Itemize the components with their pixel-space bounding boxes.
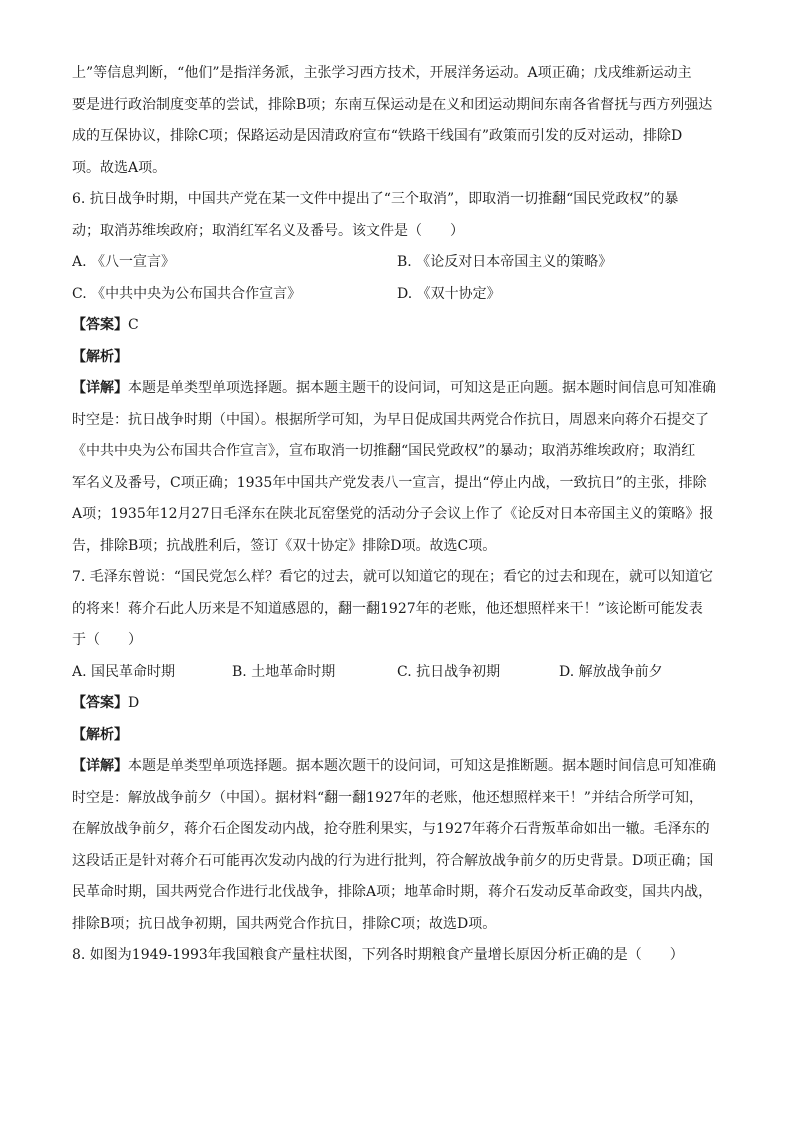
previous-explanation bbox=[72, 58, 722, 184]
answer-value: D bbox=[128, 695, 140, 711]
detail-line bbox=[72, 751, 722, 783]
detail-line: 排除B项；抗日战争初期，国共两党合作抗日，排除C项；故选D项。 bbox=[72, 915, 497, 932]
option-b: B. 《论反对日本帝国主义的策略》 bbox=[397, 254, 613, 270]
detail-line: 民革命时期，国共两党合作进行北伐战争，排除A项；地革命时期，蒋介石发动反革命政变，国共内战， bbox=[72, 884, 713, 900]
option-c: C. 《中共中央为公布国共合作宣言》 bbox=[72, 285, 302, 302]
options-row bbox=[72, 279, 722, 311]
options-row bbox=[72, 657, 722, 689]
question-stem-line: 的将来！蒋介石此人历来是不知道感恩的，翻一翻1927年的老账，他还想照样来干！”该论断可能发表 bbox=[72, 600, 703, 617]
option-b: B. 土地革命时期 bbox=[232, 663, 336, 680]
detail-line: 军名义及番号，C项正确；1935年中国共产党发表八一宣言，提出“停止内战，一致抗日”的主张，排除 bbox=[72, 474, 707, 491]
detail-line: 这段话正是针对蒋介石可能再次发动内战的行为进行批判，符合解放战争前夕的历史背景。D项正确；国 bbox=[72, 852, 714, 869]
text-line: 成的互保协议，排除C项；保路运动是因清政府宣布“铁路干线国有”政策而引发的反对运动，排除D bbox=[72, 128, 683, 144]
detail-text: 本题是单类型单项选择题。据本题次题干的设问词，可知这是推断题。据本题时间信息可知准确 bbox=[128, 758, 716, 774]
text-line: 项。故选A项。 bbox=[72, 159, 167, 176]
detail-line: 在解放战争前夕，蒋介石企图发动内战，抢夺胜利果实，与1927年蒋介石背叛革命如出一辙。毛泽东的 bbox=[72, 821, 710, 837]
analysis-line bbox=[72, 720, 722, 752]
answer-line bbox=[72, 310, 722, 342]
detail-line: 时空是：解放战争前夕（中国）。据材料“翻一翻1927年的老账，他还想照样来干！”并结合所学可知， bbox=[72, 789, 703, 806]
detail-tag: 【详解】 bbox=[72, 380, 128, 396]
detail-text: 本题是单类型单项选择题。据本题主题干的设问词，可知这是正向题。据本题时间信息可知准确 bbox=[128, 380, 716, 396]
answer-value: C bbox=[128, 317, 139, 333]
detail-line: 时空是：抗日战争时期（中国）。根据所学可知，为早日促成国共两党合作抗日，周恩来向蒋介石提交了 bbox=[72, 411, 709, 428]
option-a: A. 国民革命时期 bbox=[72, 663, 176, 680]
option-c: C. 抗日战争初期 bbox=[397, 663, 501, 680]
option-d: D. 解放战争前夕 bbox=[559, 663, 663, 680]
detail-line bbox=[72, 373, 722, 405]
detail-line: 《中共中央为公布国共合作宣言》，宣布取消一切推翻“国民党政权”的暴动；取消苏维埃政府；取消红 bbox=[72, 443, 696, 459]
question-stem-line: 于（ ） bbox=[72, 632, 142, 648]
question-7 bbox=[72, 562, 722, 940]
detail-line: 告，排除B项；抗战胜利后，签订《双十协定》排除D项。故选C项。 bbox=[72, 537, 497, 554]
options-row bbox=[72, 247, 722, 279]
question-stem-line: 6. 抗日战争时期，中国共产党在某一文件中提出了“三个取消”，即取消一切推翻“国民党政权”的暴 bbox=[72, 191, 679, 207]
question-stem-line: 7. 毛泽东曾说：“国民党怎么样？看它的过去，就可以知道它的现在；看它的过去和现在，就可以知道它 bbox=[72, 569, 713, 585]
option-a: A. 《八一宣言》 bbox=[72, 254, 176, 270]
text-line: 上”等信息判断，“他们”是指洋务派，主张学习西方技术，开展洋务运动。A项正确；戊戌维新运动主 bbox=[72, 65, 692, 81]
answer-line bbox=[72, 688, 722, 720]
document-page bbox=[72, 58, 722, 972]
analysis-line bbox=[72, 342, 722, 374]
text-line: 要是进行政治制度变革的尝试，排除B项；东南互保运动是在义和团运动期间东南各省督抚与西方列强达 bbox=[72, 96, 713, 113]
detail-tag: 【详解】 bbox=[72, 758, 128, 774]
answer-tag: 【答案】 bbox=[72, 695, 128, 711]
question-6 bbox=[72, 184, 722, 562]
answer-tag: 【答案】 bbox=[72, 317, 128, 333]
analysis-tag: 【解析】 bbox=[72, 348, 128, 365]
analysis-tag: 【解析】 bbox=[72, 726, 128, 743]
detail-line: A项；1935年12月27日毛泽东在陕北瓦窑堡党的活动分子会议上作了《论反对日本帝国主义的策略》报 bbox=[72, 506, 714, 522]
question-stem-line: 动；取消苏维埃政府；取消红军名义及番号。该文件是（ ） bbox=[72, 222, 464, 239]
question-stem-line: 8. 如图为1949-1993年我国粮食产量柱状图，下列各时期粮食产量增长原因分析正确的是（ ） bbox=[72, 947, 684, 963]
question-8 bbox=[72, 940, 722, 972]
option-d: D. 《双十协定》 bbox=[397, 285, 501, 302]
